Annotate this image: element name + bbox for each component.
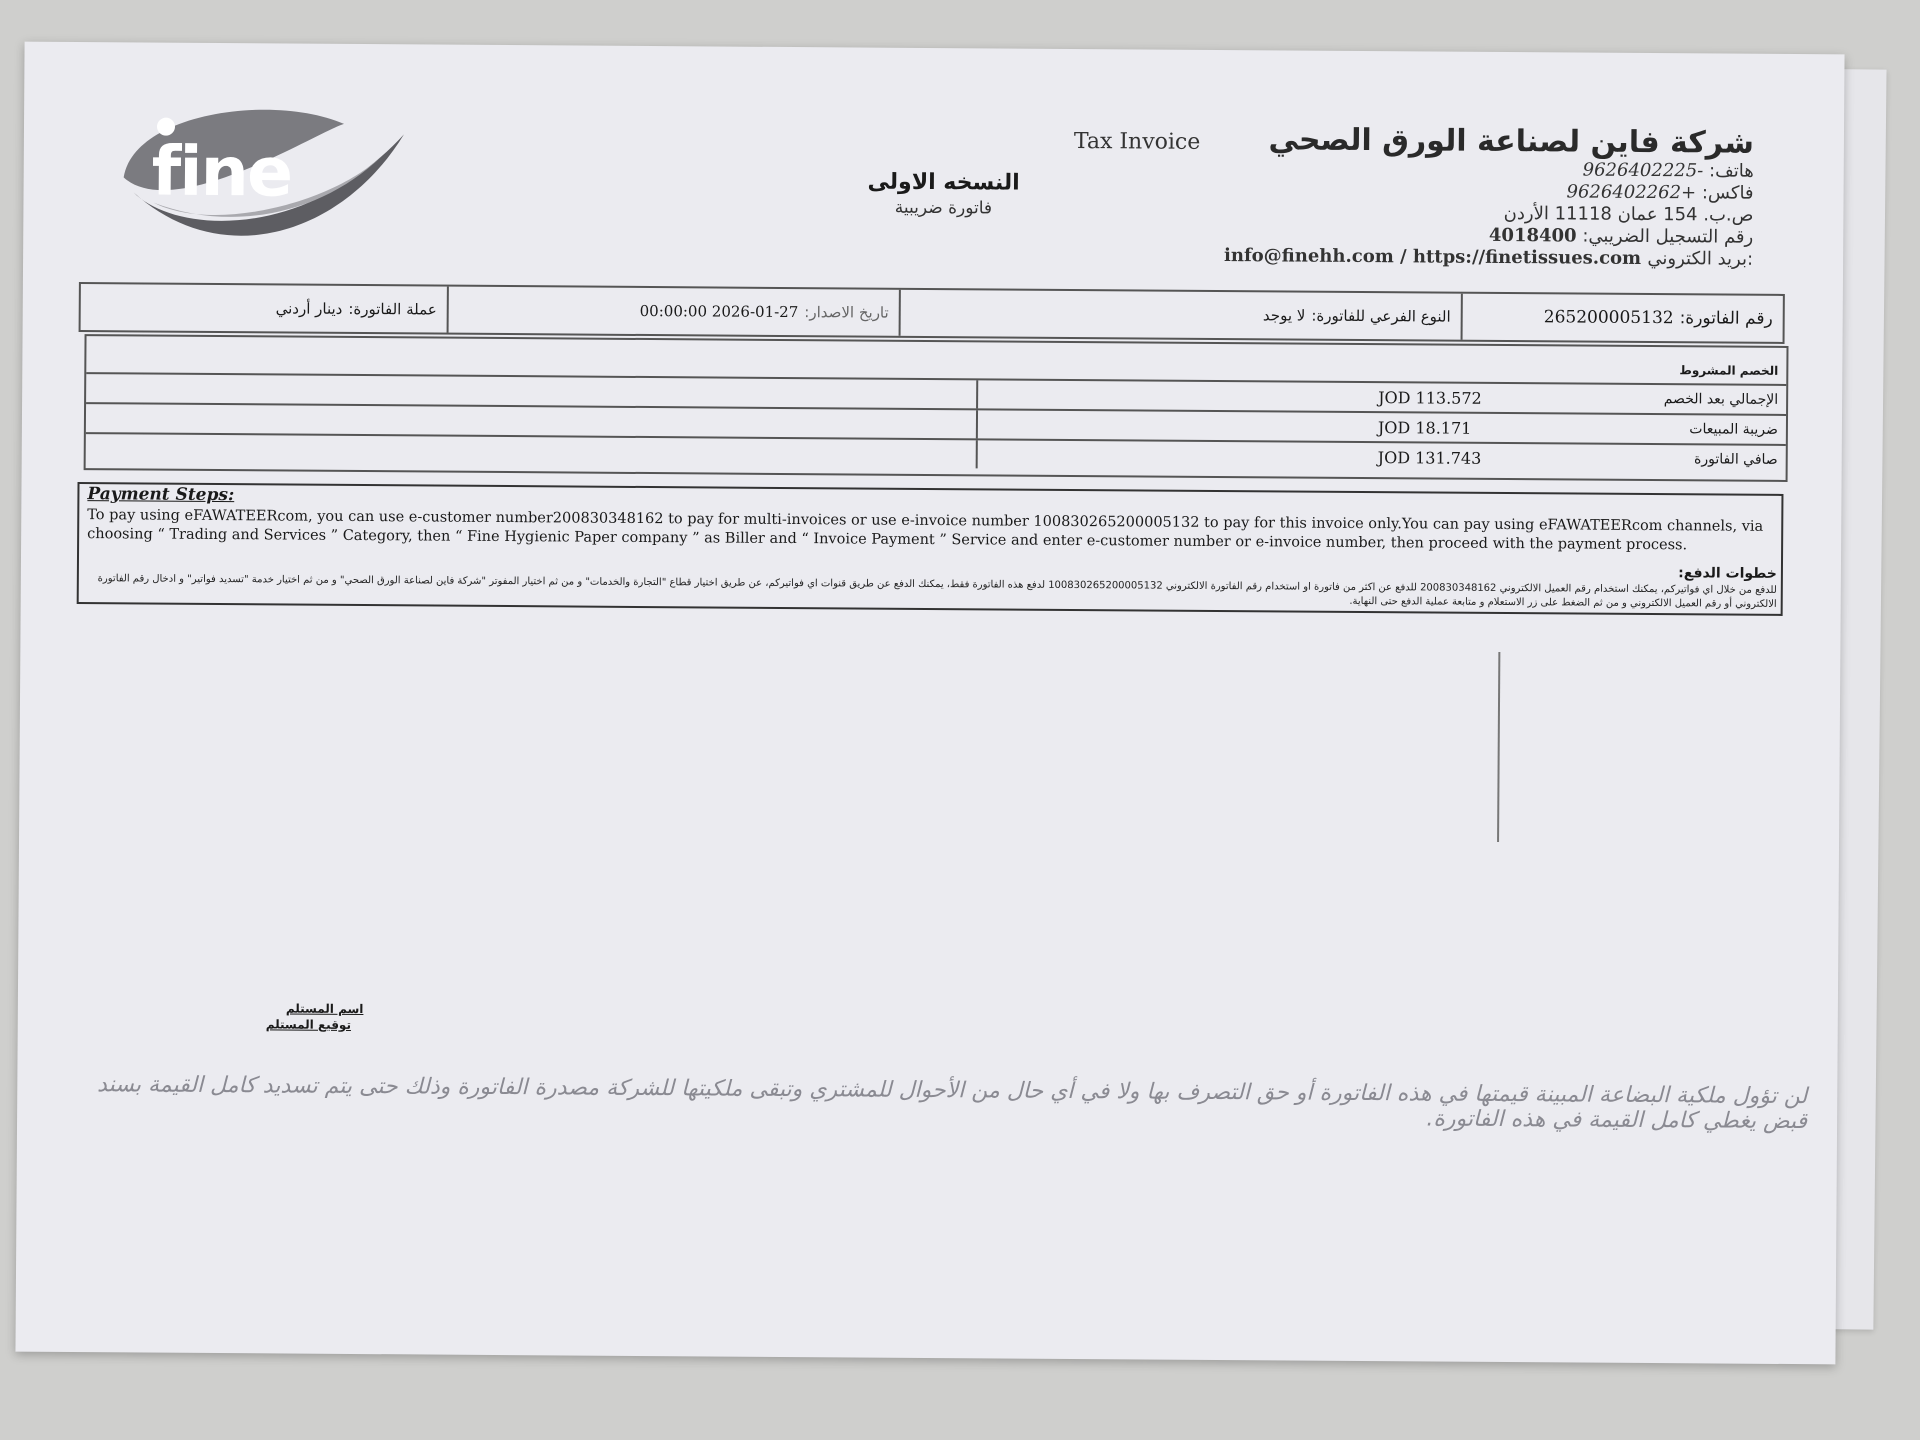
currency-cell	[81, 284, 447, 333]
currency-value: دينار أردني	[275, 299, 343, 318]
phone-label: هاتف:	[1708, 160, 1754, 182]
email-label: بريد الكتروني:	[1647, 247, 1754, 270]
invoice-number-cell	[1461, 294, 1783, 342]
title-arabic: فاتورة ضريبية	[894, 197, 993, 219]
subtype-label: النوع الفرعي للفاتورة:	[1311, 306, 1451, 326]
invoice-number-value: 265200005132	[1543, 307, 1674, 329]
ownership-footer: لن تؤول ملكية البضاعة المبينة قيمتها في هذه الفاتورة أو حق التصرف بها ولا في أي حال من الأحوال للمشتري وتبقى ملكيتها للشركة مصدرة الفاتورة وذلك حتى يتم تسديد كامل القيمة بسند قبض يغطي كامل القيمة في هذه الفاتورة.	[96, 1072, 1808, 1135]
total-after-discount-amount: JOD 113.572	[1378, 387, 1482, 408]
invoice-subtype-cell	[899, 290, 1461, 340]
fine-logo	[113, 82, 414, 274]
subtype-value: لا يوجد	[1262, 306, 1306, 325]
totals-table	[84, 334, 1789, 482]
payment-text-en: To pay using eFAWATEERcom, you can use e-customer number200830348162 to pay for multi-invoices or use e-invoice number 100830265200005132 to pay for this invoice only.You can pay using eFAWATEERcom channels, via choosing “ Trading and Services ” Category, then “ Fine Hygienic Paper company ” as Biller and “ Invoice Payment ” Service and enter e-customer number or e-invoice number, then proceed with the payment process.	[87, 507, 1764, 554]
title-english: Tax Invoice	[1073, 128, 1201, 155]
issue-date-value: 2026-01-27 00:00:00	[639, 301, 799, 322]
payment-steps-box	[77, 482, 1784, 616]
payment-title-ar: خطوات الدفع:	[1678, 565, 1777, 582]
copy-label: النسخه الاولى	[867, 169, 1020, 196]
logo-wordmark: fine	[151, 132, 292, 213]
margin-line	[1497, 652, 1500, 842]
invoice-number-label: رقم الفاتورة:	[1679, 308, 1773, 329]
invoice-page	[15, 42, 1844, 1365]
receiver-signature-label: توقيع المستلم	[265, 1017, 352, 1032]
fax-label: فاكس:	[1701, 182, 1754, 204]
company-block	[1193, 122, 1754, 271]
invoice-info-row	[79, 282, 1785, 344]
net-invoice-amount: JOD 131.743	[1377, 447, 1482, 468]
tax-reg-label: رقم التسجيل الضريبي:	[1582, 225, 1754, 248]
issue-date-cell	[447, 287, 899, 336]
company-po-box: ص.ب. 154 عمان 11118 الأردن	[1503, 202, 1754, 226]
payment-text-ar: للدفع من خلال اي فواتيركم، يمكنك استخدام رقم العميل الالكتروني 200830348162 للدفع عن اكثر من فاتورة او استخدام رقم الفاتورة الالكتروني 100830265200005132 لدفع هذه الفاتورة فقط، يمكنك الدفع عن طريق قنوات اي فواتيركم، عن طريق اختيار قطاع "التجارة والخدمات" و من ثم اختيار المفوتر "شركة فاين لصناعة الورق الصحي" و من ثم اختيار خدمة "تسديد فواتير" و ادخال رقم الفاتورة الالكتروني أو رقم العميل الالكتروني و من ثم الضغط على زر الاستعلام و متابعة عملية الدفع حتى النهاية.	[97, 573, 1777, 610]
payment-title: Payment Steps:	[87, 484, 235, 506]
tax-reg-value: 4018400	[1488, 224, 1577, 247]
receiver-name-label: اسم المستلم	[285, 1001, 364, 1017]
fax-value: +9626402262	[1566, 181, 1697, 204]
issue-date-label: تاريخ الاصدار:	[804, 303, 889, 322]
discount-label: الخصم المشروط	[1679, 363, 1779, 378]
phone-value: -9626402225	[1582, 159, 1704, 182]
sales-tax-label: ضريبة المبيعات	[1689, 421, 1778, 438]
sales-tax-amount: JOD 18.171	[1377, 417, 1472, 438]
company-web	[1193, 245, 1753, 271]
net-invoice-label: صافي الفاتورة	[1693, 451, 1778, 468]
total-after-discount-label: الإجمالي بعد الخصم	[1663, 391, 1779, 408]
currency-label: عملة الفاتورة:	[348, 299, 437, 319]
web-value: info@finehh.com / https://finetissues.com	[1223, 245, 1642, 269]
company-name: شركة فاين لصناعة الورق الصحي	[1268, 122, 1755, 161]
